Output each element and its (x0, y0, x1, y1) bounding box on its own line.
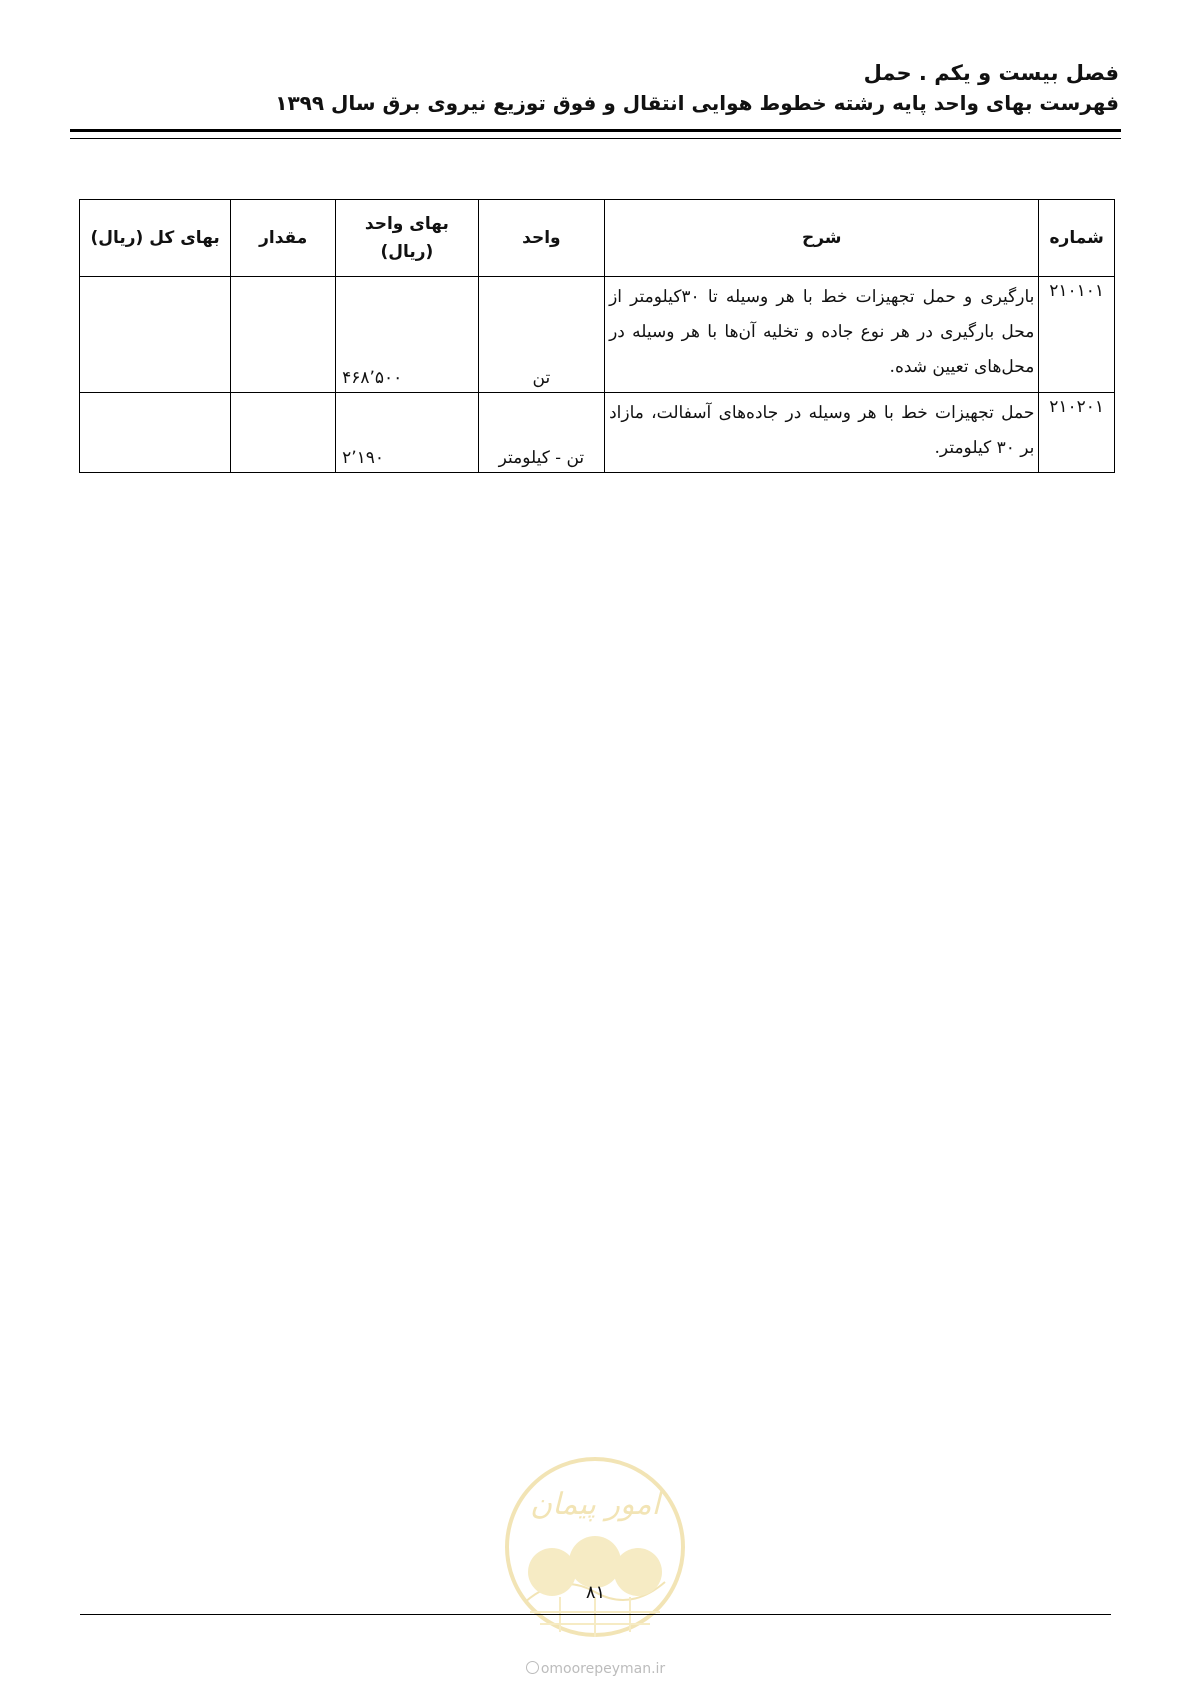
table-row (80, 277, 1115, 393)
item-unit-price: ۴۶۸٬۵۰۰ (336, 277, 479, 393)
item-unit: تن - کیلومتر (478, 393, 604, 473)
item-total-price (80, 277, 231, 393)
item-description: بارگیری و حمل تجهیزات خط با هر وسیله تا ۳۰کیلومتر از محل بارگیری در هر نوع جاده و تخلیه آن‌ها با هر وسیله در محل‌های تعیین شده. (605, 277, 1039, 393)
globe-icon (526, 1661, 539, 1674)
chapter-title: فصل بیست و یکم . حمل (863, 61, 1119, 85)
column-header-total-price: بهای کل (ریال) (80, 200, 231, 277)
page-number: ۸۱ (585, 1582, 606, 1603)
item-number: ۲۱۰۲۰۱ (1039, 393, 1115, 473)
column-header-quantity: مقدار (231, 200, 336, 277)
footer-rule (80, 1614, 1111, 1615)
watermark-logo-text: امور پیمان (530, 1487, 660, 1522)
document-title: فهرست بهای واحد پایه رشته خطوط هوایی انتقال و فوق توزیع نیروی برق سال ۱۳۹۹ (275, 91, 1119, 115)
watermark-url-text: omoorepeyman.ir (540, 1661, 666, 1677)
unit-price-header-line2: (ریال) (380, 242, 434, 262)
watermark-url (0, 1661, 1191, 1677)
unit-price-header-line1: بهای واحد (364, 214, 449, 234)
column-header-description: شرح (605, 200, 1039, 277)
item-quantity (231, 393, 336, 473)
column-header-unit: واحد (478, 200, 604, 277)
page-header (72, 58, 1119, 118)
item-unit: تن (478, 277, 604, 393)
item-description: حمل تجهیزات خط با هر وسیله در جاده‌های آسفالت، مازاد بر ۳۰ کیلومتر. (605, 393, 1039, 473)
header-double-rule (70, 129, 1121, 139)
column-header-number: شماره (1039, 200, 1115, 277)
table-header-row (80, 200, 1115, 277)
table-row (80, 393, 1115, 473)
unit-price-table (79, 199, 1115, 473)
item-unit-price: ۲٬۱۹۰ (336, 393, 479, 473)
item-total-price (80, 393, 231, 473)
item-quantity (231, 277, 336, 393)
column-header-unit-price (336, 200, 479, 277)
item-number: ۲۱۰۱۰۱ (1039, 277, 1115, 393)
